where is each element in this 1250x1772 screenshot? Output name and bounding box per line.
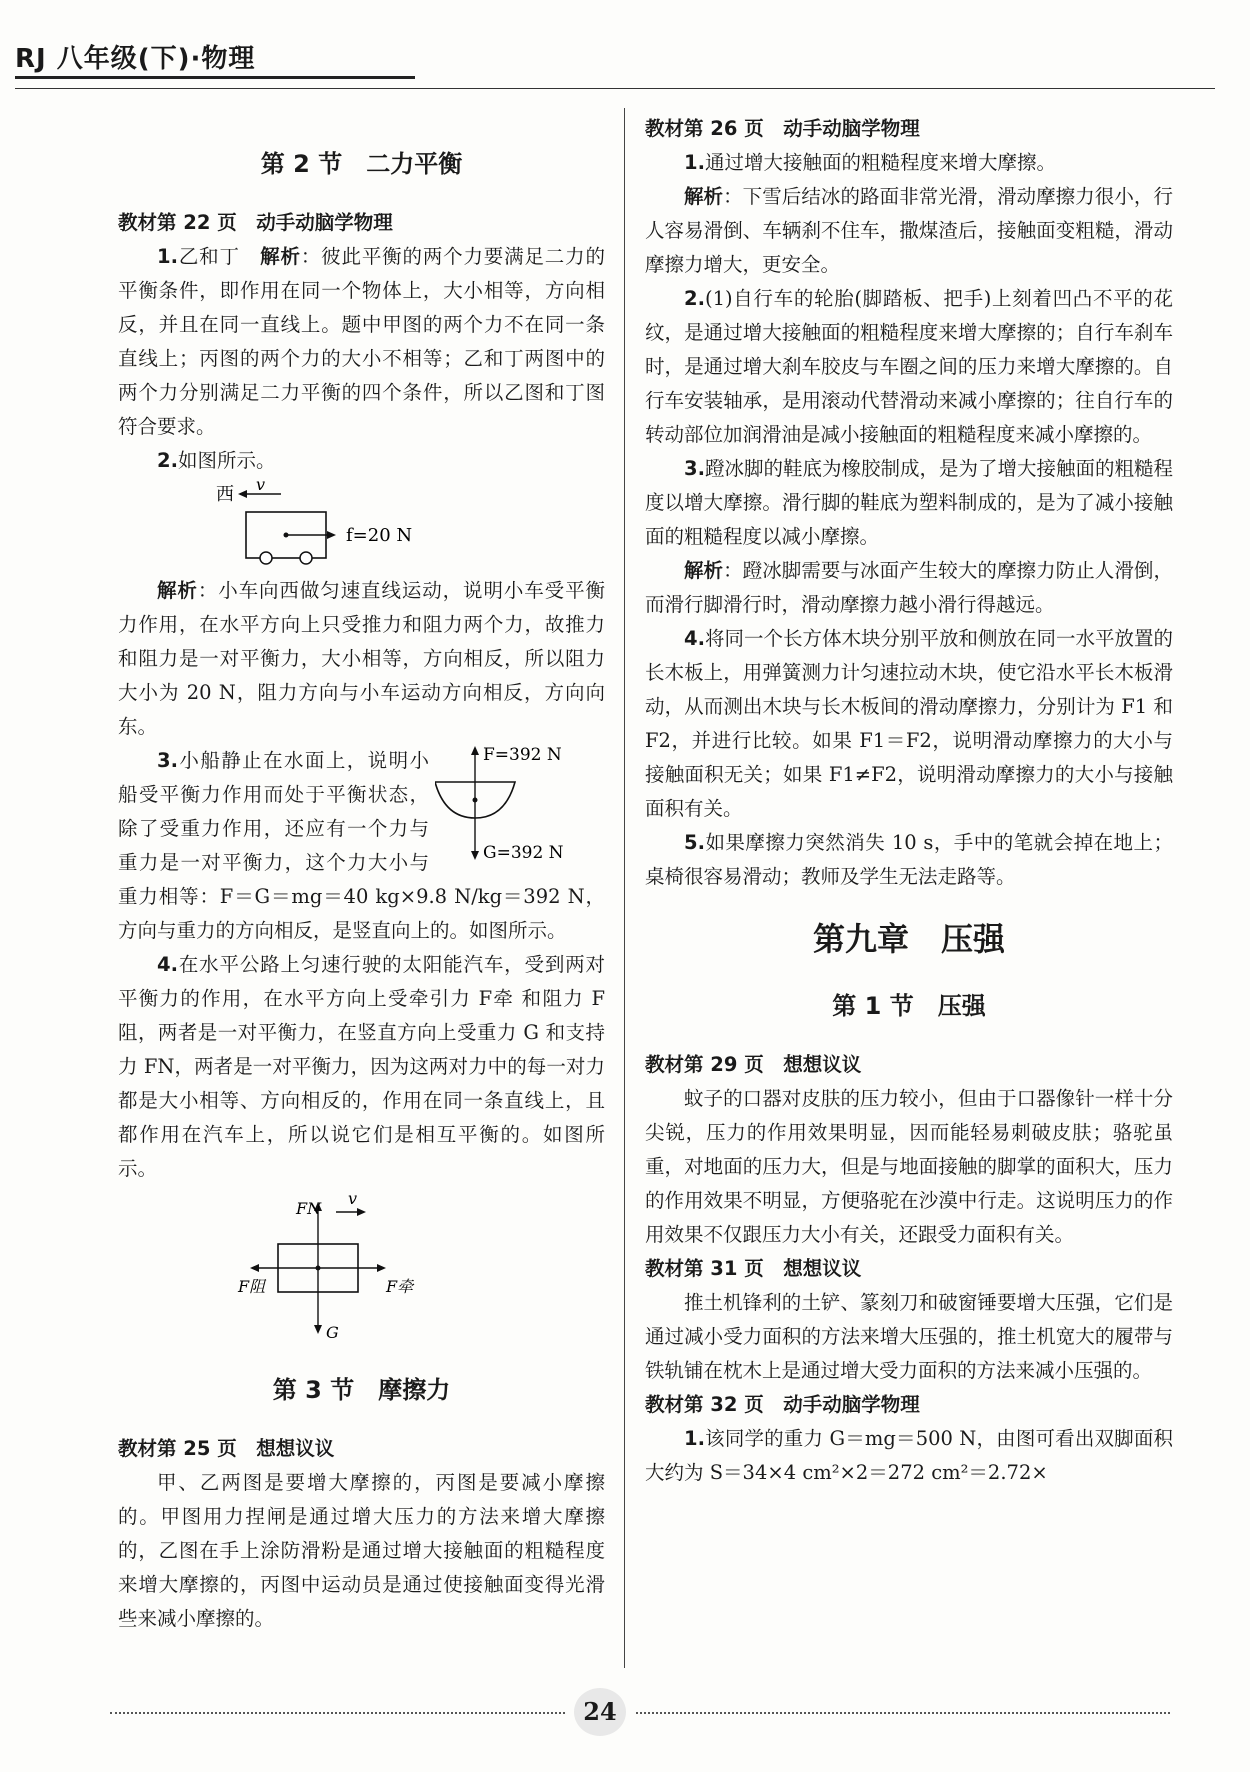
subheading-p26: 教材第 26 页 动手动脑学物理 <box>645 117 920 140</box>
answer-2-explanation: 解析：小车向西做匀速直线运动，说明小车受平衡力作用，在水平方向上只受推力和阻力两个力，故推力和阻力是一对平衡力，大小相等，方向相反，所以阻力大小为 20 N，阻力方向与小车运动方向相反，方向向东。 <box>118 579 605 738</box>
column-divider <box>624 108 625 1668</box>
subheading-p29: 教材第 29 页 想想议议 <box>645 1053 862 1076</box>
p25-answer: 甲、乙两图是要增大摩擦的，丙图是要减小摩擦的。甲图用力捏闸是通过增大压力的方法来增大摩擦的，乙图在手上涂防滑粉是通过增大接触面的粗糙程度来增大摩擦的，丙图中运动员是通过使接触面变得光滑些来减小摩擦的。 <box>118 1471 605 1630</box>
velocity-label: v <box>256 478 266 494</box>
cart-force-diagram <box>216 478 436 574</box>
gravity-label: G=392 N <box>483 843 564 863</box>
r-answer-5: 5.如果摩擦力突然消失 10 s，手中的笔就会掉在地上；桌椅很容易滑动；教师及学生无法走路等。 <box>645 831 1173 888</box>
r-answer-1-explanation: 解析：下雪后结冰的路面非常光滑，滑动摩擦力很小，行人容易滑倒、车辆刹不住车，撒煤渣后，接触面变粗糙，滑动摩擦力增大，更安全。 <box>645 185 1173 276</box>
page-header: RJ 八年级(下)·物理 <box>15 44 256 74</box>
right-column <box>645 112 1173 1490</box>
footer-rule-right <box>636 1712 1170 1714</box>
p31-answer: 推土机锋利的土铲、篆刻刀和破窗锤要增大压强，它们是通过减小受力面积的方法来增大压强的，推土机宽大的履带与铁轨铺在枕木上是通过增大受力面积的方法来减小压强的。 <box>645 1291 1173 1382</box>
answer-3: F=392 N G=392 N 3.小船静止在水面上，说明小船受平衡力作用而处于平衡状态，除了受重力作用，还应有一个力与重力是一对平衡力，这个力大小与重力相等：F＝G＝mg＝40 kg×9.8 N/kg＝392 N，方向与重力的方向相反，是竖直向上的。如图所示。 <box>118 745 605 942</box>
section-3-title: 第 3 节 摩擦力 <box>272 1376 451 1404</box>
car-force-diagram <box>236 1192 436 1342</box>
cart-wheel-left <box>260 552 272 564</box>
header-rule-thick <box>15 76 415 79</box>
subheading-p22: 教材第 22 页 动手动脑学物理 <box>118 211 393 234</box>
traction-label: F牵 <box>386 1277 414 1296</box>
cart-wheel-right <box>300 552 312 564</box>
r-answer-3-explanation: 解析：蹬冰脚需要与冰面产生较大的摩擦力防止人滑倒，而滑行脚滑行时，滑动摩擦力越小滑行得越远。 <box>645 559 1173 616</box>
boat-force-diagram <box>435 744 605 864</box>
support-label: FN <box>296 1199 322 1218</box>
page-number: 24 <box>574 1688 626 1736</box>
answer-4: 4.在水平公路上匀速行驶的太阳能汽车，受到两对平衡力的作用，在水平方向上受牵引力 F牵 和阻力 F阻，两者是一对平衡力，在竖直方向上受重力 G 和支持力 FN，两者是一对平衡力，因为这两对力中的每一对力都是大小相等、方向相反的，作用在同一条直线上，且都作用在汽车上，所以说它们是相互平衡的。如图所示。 <box>118 953 605 1180</box>
r-answer-1: 1.通过增大接触面的粗糙程度来增大摩擦。 <box>684 151 1056 174</box>
subheading-p31: 教材第 31 页 想想议议 <box>645 1257 862 1280</box>
weight-label: G <box>326 1323 339 1342</box>
r-answer-2: 2.(1)自行车的轮胎(脚踏板、把手)上刻着凹凸不平的花纹，是通过增大接触面的粗糙程度来增大摩擦的；自行车刹车时，是通过增大刹车胶皮与车圈之间的压力来增大摩擦的。自行车安装轴承，是用滚动代替滑动来减小摩擦的；往自行车的转动部位加润滑油是减小接触面的粗糙程度来减小摩擦的。 <box>645 287 1173 446</box>
footer-rule-left <box>110 1712 565 1714</box>
p29-answer: 蚊子的口器对皮肤的压力较小，但由于口器像针一样十分尖锐，压力的作用效果明显，因而能轻易刺破皮肤；骆驼虽重，对地面的压力大，但是与地面接触的脚掌的面积大，压力的作用效果不明显，方便骆驼在沙漠中行走。这说明压力的作用效果不仅跟压力大小有关，还跟受力面积有关。 <box>645 1087 1173 1246</box>
chapter-title: 第九章 压强 <box>812 920 1005 958</box>
buoyancy-label: F=392 N <box>483 745 562 765</box>
subheading-p25: 教材第 25 页 想想议议 <box>118 1437 335 1460</box>
answer-2: 2.如图所示。 <box>157 449 276 472</box>
r-answer-3: 3.蹬冰脚的鞋底为橡胶制成，是为了增大接触面的粗糙程度以增大摩擦。滑行脚的鞋底为塑料制成的，是为了减小接触面的粗糙程度以减小摩擦。 <box>645 457 1173 548</box>
velocity-label: v <box>348 1192 358 1208</box>
subheading-p32: 教材第 32 页 动手动脑学物理 <box>645 1393 920 1416</box>
section-1-title: 第 1 节 压强 <box>832 992 986 1020</box>
section-2-title: 第 2 节 二力平衡 <box>260 150 463 178</box>
west-label: 西 <box>216 484 234 505</box>
resistance-label: F阻 <box>238 1277 266 1296</box>
r-answer-4: 4.将同一个长方体木块分别平放和侧放在同一水平放置的长木板上，用弹簧测力计匀速拉动木块，使它沿水平长木板滑动，从而测出木块与长木板间的滑动摩擦力，分别计为 F1 和 F2，并进行比较。如果 F1＝F2，说明滑动摩擦力的大小与接触面积无关；如果 F1≠F2，说明滑动摩擦力的大小与接触面积有关。 <box>645 627 1173 820</box>
left-column <box>118 128 605 1636</box>
header-rule-thin <box>15 88 1215 89</box>
friction-label: f=20 N <box>346 525 413 546</box>
p32-answer-1: 1.该同学的重力 G＝mg＝500 N，由图可看出双脚面积大约为 S＝34×4 cm²×2＝272 cm²＝2.72× <box>645 1427 1173 1484</box>
answer-1: 1.乙和丁 解析：彼此平衡的两个力要满足二力的平衡条件，即作用在同一个物体上，大小相等，方向相反，并且在同一直线上。题中甲图的两个力不在同一条直线上；丙图的两个力的大小不相等；乙和丁两图中的两个力分别满足二力平衡的四个条件，所以乙图和丁图符合要求。 <box>118 245 605 438</box>
